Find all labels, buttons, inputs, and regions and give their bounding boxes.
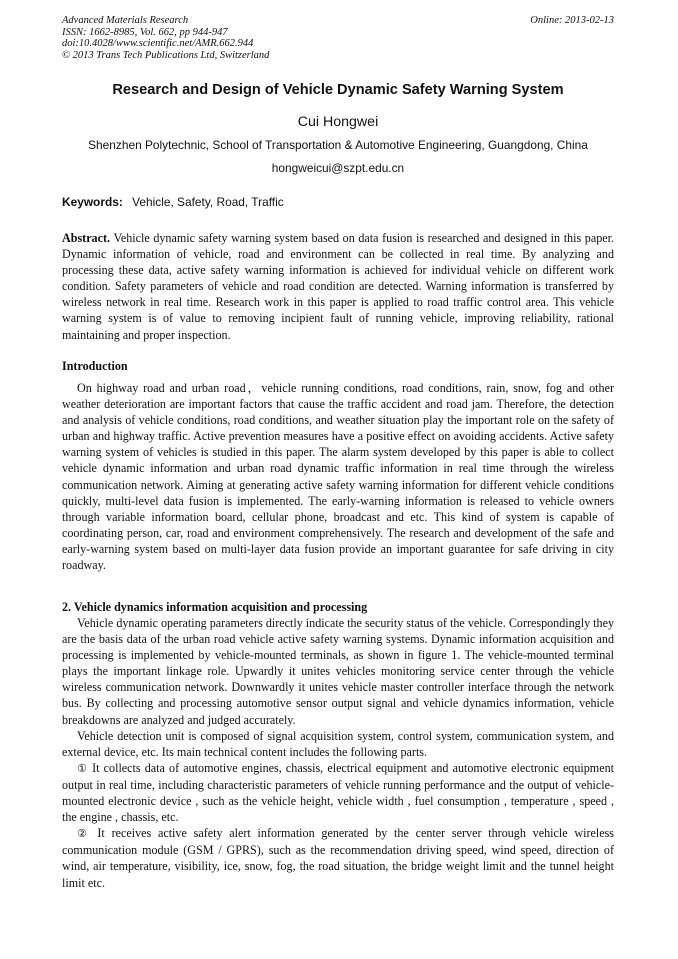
list-item-2 [62,825,614,890]
journal-header [62,15,614,61]
abstract-text: Vehicle dynamic safety warning system based on data fusion is researched and designed in this paper. Dynamic information of vehicle, road and environment can be collected in real time. By analyzing and processing these data, active safety warning information is achieved for individual vehicle on different work condition. Safety parameters of vehicle and road condition are detected. Warning information is transferred by wireless network in real time. Research work in this paper is applied to road traffic control area. This vehicle warning system is of value to removing incipient fault of running vehicle, improving reliability, rational maintaining and proper inspection. [62,231,614,342]
keywords-label: Keywords: [62,195,123,209]
author-affiliation: Shenzhen Polytechnic, School of Transportation & Automotive Engineering, Guangdong, China [88,138,588,152]
introduction-heading: Introduction [62,359,128,373]
section-2-heading: 2. Vehicle dynamics information acquisition and processing [62,600,368,614]
issn-line: ISSN: 1662-8985, Vol. 662, pp 944-947 [62,26,228,38]
list-marker-1: ① [77,761,88,775]
journal-name: Advanced Materials Research [62,15,189,26]
paper-title: Research and Design of Vehicle Dynamic Safety Warning System [112,82,564,98]
copyright-line: © 2013 Trans Tech Publications Ltd, Switzerland [62,49,270,61]
section-2 [62,599,614,891]
abstract-label: Abstract. [62,231,111,245]
section-2-paragraph-1: Vehicle dynamic operating parameters directly indicate the security status of the vehicle. Correspondingly they are the basis data of the urban road vehicle active safety warning systems. Dynamic information acquisition and processing is implemented by vehicle-mounted terminals, as shown in figure 1. The vehicle-mounted terminal plays the important linkage role. Upwardly it unites vehicles monitoring service center through the vehicle wireless communication network. Downwardly it unites vehicle master controller interface through the network bus. By collecting and processing automotive sensor output signal and vehicle dynamics information, vehicle breakdowns are analyzed and judged accurately. [62,616,614,727]
keywords-text: Vehicle, Safety, Road, Traffic [132,195,284,209]
abstract-block [62,230,614,343]
author-name: Cui Hongwei [297,114,379,130]
section-2-paragraph-2: Vehicle detection unit is composed of signal acquisition system, control system, communication system, and external device, etc. Its main technical content includes the following parts. [62,728,614,759]
introduction-section [62,358,614,573]
author-email: hongweicui@szpt.edu.cn [271,161,405,175]
keywords [62,195,614,210]
list-item-2-text: It receives active safety alert information generated by the center server through vehicle wireless communication module (GSM / GPRS), such as the recommendation driving speed, wind speed, direction of wind, air temperature, visibility, ice, snow, fog, the road situation, the bridge weight limit and the tunnel height limit etc. [62,826,614,890]
abstract-paragraph [62,230,614,343]
introduction-paragraph: On highway road and urban road，vehicle running conditions, road conditions, rain, snow, fog and other weather deterioration are important factors that cause the traffic accident and road jam. Therefore, the detection and analysis of vehicle conditions, road conditions, and weather situation play the important role on the safety of urban and highway traffic. Active prevention measures have a positive effect on avoiding accidents. Active safety warning system of vehicles is studied in this paper. The alarm system developed by this paper is able to collect vehicle dynamic information and urban road dynamic traffic information in real time through the wireless communication network. Aiming at generating active safety warning information for different vehicle conditions quickly, multi-level data fusion is implemented. The early-warning information is released to vehicle owners through variable information board, cellular phone, broadcast and etc. This kind of system is capable of coordinating person, car, road and environment comprehensively. The research and development of the safe and early-warning system based on multi-layer data fusion provide an important guarantee for safe driving in city roadway. [62,381,614,573]
list-marker-2: ② [77,827,91,841]
list-item-1-text: It collects data of automotive engines, chassis, electrical equipment and automotive electronic equipment output in real time, including characteristic parameters of vehicle running performance and the output of vehicle-mounted electronic device , such as the vehicle height, vehicle width , fuel consumption , temperature , speed , the engine , chassis, etc. [62,760,614,825]
doi-line: doi:10.4028/www.scientific.net/AMR.662.944 [62,38,254,49]
online-date: Online: 2013-02-13 [530,15,614,26]
list-item-1 [62,760,614,825]
